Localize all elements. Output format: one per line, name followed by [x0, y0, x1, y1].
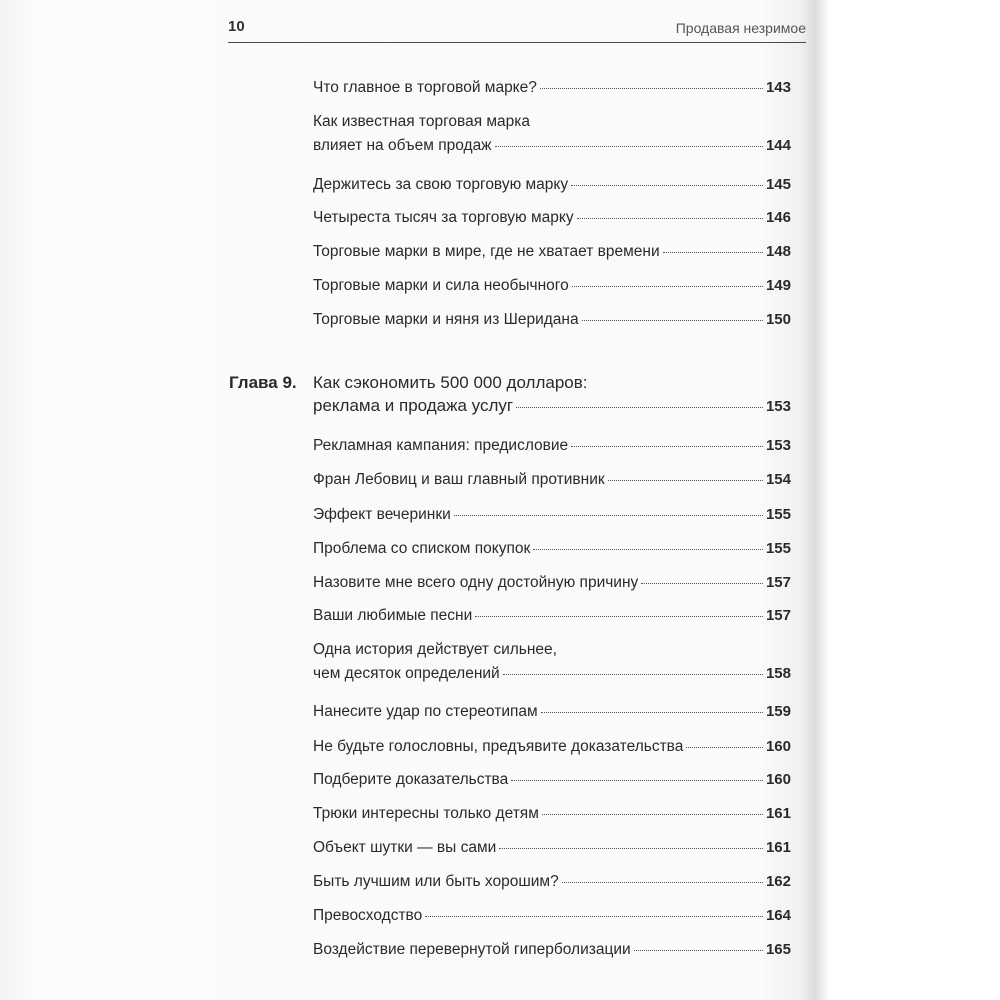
toc-entry-page: 153: [765, 437, 791, 454]
dot-leader: [495, 146, 763, 147]
toc-entry-title: влияет на объем продаж: [313, 137, 492, 154]
toc-entry[interactable]: [313, 78, 791, 98]
toc-entry[interactable]: [313, 208, 791, 228]
toc-entry-page: 157: [765, 574, 791, 591]
toc-entry-page: 165: [765, 941, 791, 958]
chapter-label: Глава 9.: [229, 373, 297, 392]
toc-entry[interactable]: [313, 175, 791, 195]
chapter-heading[interactable]: [313, 372, 791, 418]
dot-leader: [562, 882, 763, 883]
dot-leader: [503, 674, 763, 675]
dot-leader: [541, 712, 763, 713]
toc-entry-title: Держитесь за свою торговую марку: [313, 176, 569, 193]
toc-entry[interactable]: [313, 640, 791, 684]
toc-entry-title: Ваши любимые песни: [313, 607, 473, 624]
toc-entry-page: 164: [765, 907, 791, 924]
dot-leader: [608, 480, 763, 481]
toc-entry-title: чем десяток определений: [313, 665, 500, 682]
running-title: Продавая незримое: [675, 20, 806, 36]
toc-entry-title: Что главное в торговой марке?: [313, 79, 537, 96]
toc-entry-page: 157: [765, 607, 791, 624]
toc-entry-title: Назовите мне всего одну достойную причину: [313, 574, 639, 591]
dot-leader: [516, 407, 763, 408]
toc-entry[interactable]: [313, 940, 791, 960]
toc-entry-title: Нанесите удар по стереотипам: [313, 703, 538, 720]
toc-entry-page: 149: [765, 277, 791, 294]
toc-entry[interactable]: [313, 436, 791, 456]
toc-entry-page: 150: [765, 311, 791, 328]
dot-leader: [540, 88, 763, 89]
dot-leader: [577, 218, 763, 219]
toc-entry[interactable]: [313, 606, 791, 626]
dot-leader: [572, 286, 763, 287]
toc-entry-page: 161: [765, 839, 791, 856]
toc-entry[interactable]: [313, 906, 791, 926]
toc-entry-page: 143: [765, 79, 791, 96]
toc-entry[interactable]: [313, 770, 791, 790]
toc-entry-title: Воздействие перевернутой гиперболизации: [313, 941, 631, 958]
dot-leader: [571, 185, 763, 186]
toc-entry-page: 154: [765, 471, 791, 488]
toc-entry-title: Быть лучшим или быть хорошим?: [313, 873, 559, 890]
chapter-title-line2: реклама и продажа услуг: [313, 396, 514, 415]
toc-entry-page: 145: [765, 176, 791, 193]
toc-entry-title: Торговые марки в мире, где не хватает времени: [313, 243, 660, 260]
toc-entry-page: 160: [765, 771, 791, 788]
toc-entry-title: Эффект вечеринки: [313, 506, 451, 523]
toc-entry-title: Трюки интересны только детям: [313, 805, 539, 822]
toc-entry[interactable]: [313, 539, 791, 559]
toc-entry-page: 155: [765, 540, 791, 557]
toc-entry[interactable]: [313, 804, 791, 824]
toc-entry-page: 161: [765, 805, 791, 822]
dot-leader: [511, 780, 763, 781]
toc-entry[interactable]: [313, 112, 791, 156]
toc-entry-title: Торговые марки и сила необычного: [313, 277, 569, 294]
dot-leader: [533, 549, 763, 550]
dot-leader: [425, 916, 763, 917]
toc-entry[interactable]: [313, 573, 791, 593]
toc-entry[interactable]: [313, 505, 791, 525]
toc-entry-page: 148: [765, 243, 791, 260]
dot-leader: [454, 515, 763, 516]
toc-entry-title-line1: Как известная торговая марка: [313, 113, 531, 130]
toc-entry[interactable]: [313, 737, 791, 757]
dot-leader: [475, 616, 763, 617]
toc-entry-page: 144: [765, 137, 791, 154]
chapter-title-line1: Как сэкономить 500 000 долларов:: [313, 373, 588, 392]
toc-entry-page: 159: [765, 703, 791, 720]
toc-entry-title: Рекламная кампания: предисловие: [313, 437, 569, 454]
page-number: 10: [228, 18, 245, 35]
toc-entry[interactable]: [313, 310, 791, 330]
toc-entry[interactable]: [313, 838, 791, 858]
toc-entry[interactable]: [313, 242, 791, 262]
toc-entry-page: 146: [765, 209, 791, 226]
toc-entry[interactable]: [313, 872, 791, 892]
dot-leader: [634, 950, 763, 951]
dot-leader: [499, 848, 763, 849]
toc-entry-title-line1: Одна история действует сильнее,: [313, 641, 557, 658]
dot-leader: [582, 320, 763, 321]
toc-entry-page: 162: [765, 873, 791, 890]
dot-leader: [571, 446, 763, 447]
chapter-page: 153: [765, 398, 791, 415]
toc-entry-title: Подберите доказательства: [313, 771, 509, 788]
dot-leader: [641, 583, 763, 584]
toc-entry-title: Четыреста тысяч за торговую марку: [313, 209, 574, 226]
toc-entry-title: Не будьте голословны, предъявите доказательства: [313, 738, 684, 755]
toc-entry-page: 158: [765, 665, 791, 682]
toc-entry-title: Проблема со списком покупок: [313, 540, 531, 557]
toc-entry-page: 160: [765, 738, 791, 755]
dot-leader: [663, 252, 763, 253]
toc-entry-title: Торговые марки и няня из Шеридана: [313, 311, 579, 328]
toc-entry-title: Фран Лебовиц и ваш главный противник: [313, 471, 605, 488]
toc-entry[interactable]: [313, 702, 791, 722]
dot-leader: [542, 814, 763, 815]
toc-entry[interactable]: [313, 276, 791, 296]
toc-entry-title: Объект шутки — вы сами: [313, 839, 497, 856]
toc-entry[interactable]: [313, 470, 791, 490]
toc-entry-page: 155: [765, 506, 791, 523]
dot-leader: [686, 747, 763, 748]
toc-entry-title: Превосходство: [313, 907, 423, 924]
